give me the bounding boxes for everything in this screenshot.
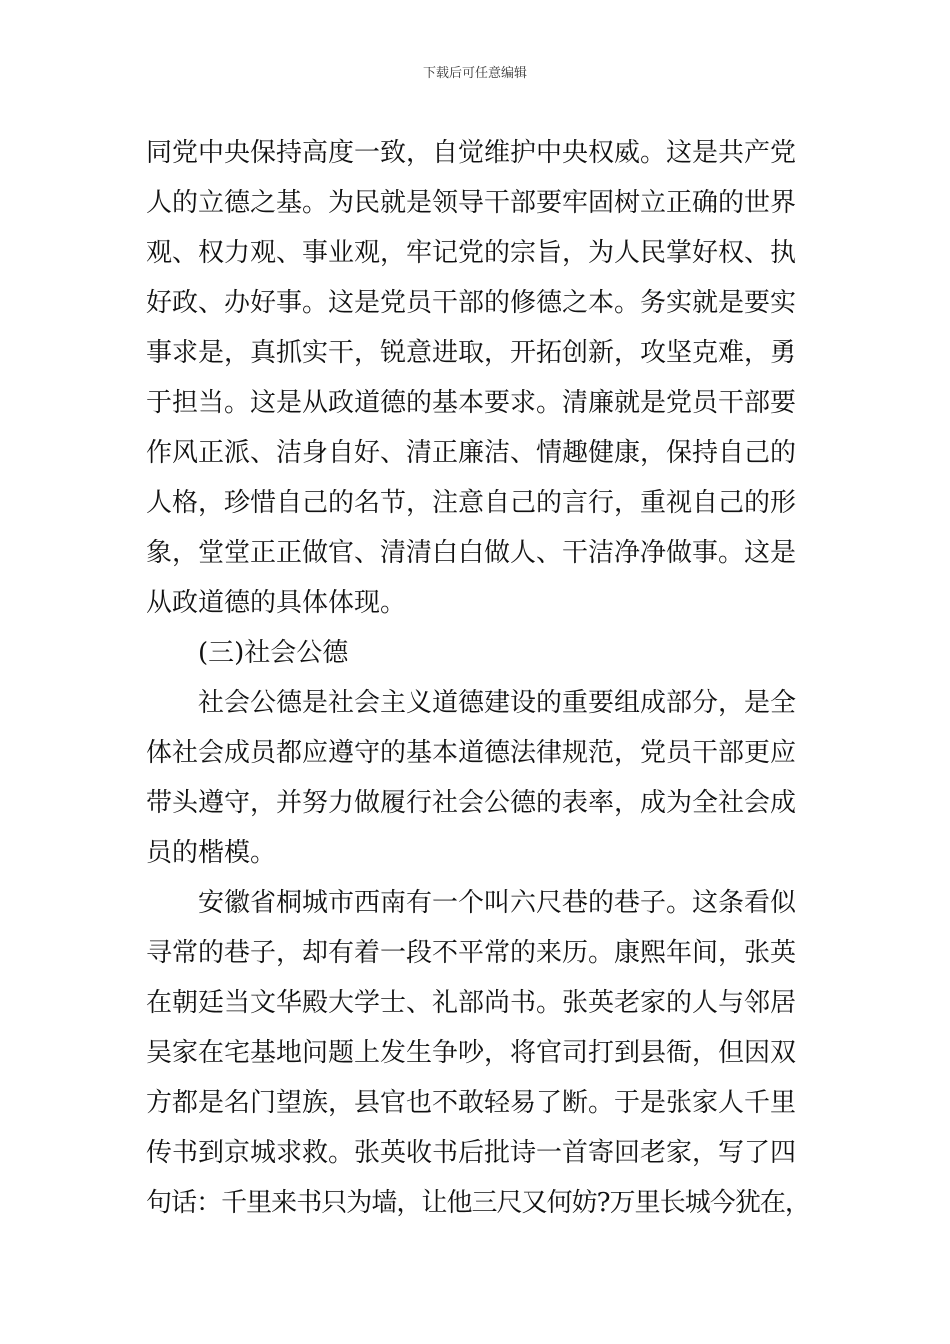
text-line: 观、权力观、事业观，牢记党的宗旨，为人民掌好权、执 — [146, 238, 797, 268]
text-line: 在朝廷当文华殿大学士、礼部尚书。张英老家的人与邻居 — [146, 988, 797, 1018]
text-line: (三)社会公德 — [198, 638, 349, 668]
text-line: 人格，珍惜自己的名节，注意自己的言行，重视自己的形 — [146, 488, 797, 518]
text-line: 象，堂堂正正做官、清清白白做人、干洁净净做事。这是 — [146, 538, 797, 568]
text-line: 好政、办好事。这是党员干部的修德之本。务实就是要实 — [146, 288, 797, 318]
text-line: 寻常的巷子，却有着一段不平常的来历。康熙年间，张英 — [146, 938, 797, 968]
text-line: 安徽省桐城市西南有一个叫六尺巷的巷子。这条看似 — [198, 888, 797, 918]
page-header: 下载后可任意编辑 — [422, 66, 527, 81]
text-line: 人的立德之基。为民就是领导干部要牢固树立正确的世界 — [146, 188, 797, 218]
text-line: 体社会成员都应遵守的基本道德法律规范，党员干部更应 — [146, 738, 797, 768]
document-body — [146, 128, 810, 1228]
text-line: 带头遵守，并努力做履行社会公德的表率，成为全社会成 — [146, 788, 797, 818]
text-line: 句话：千里来书只为墙，让他三尺又何妨?万里长城今犹在， — [146, 1188, 810, 1218]
text-line: 社会公德是社会主义道德建设的重要组成部分，是全 — [198, 688, 797, 718]
text-line: 传书到京城求救。张英收书后批诗一首寄回老家，写了四 — [146, 1138, 797, 1168]
text-line: 事求是，真抓实干，锐意进取，开拓创新，攻坚克难，勇 — [146, 338, 797, 368]
text-line: 作风正派、洁身自好、清正廉洁、情趣健康，保持自己的 — [146, 438, 797, 468]
text-line: 同党中央保持高度一致，自觉维护中央权威。这是共产党 — [146, 138, 797, 168]
text-line: 吴家在宅基地问题上发生争吵，将官司打到县衙，但因双 — [146, 1038, 797, 1068]
text-line: 于担当。这是从政道德的基本要求。清廉就是党员干部要 — [146, 388, 797, 418]
text-line: 员的楷模。 — [146, 838, 277, 868]
text-line: 方都是名门望族，县官也不敢轻易了断。于是张家人千里 — [146, 1088, 797, 1118]
text-line: 从政道德的具体体现。 — [146, 588, 407, 618]
